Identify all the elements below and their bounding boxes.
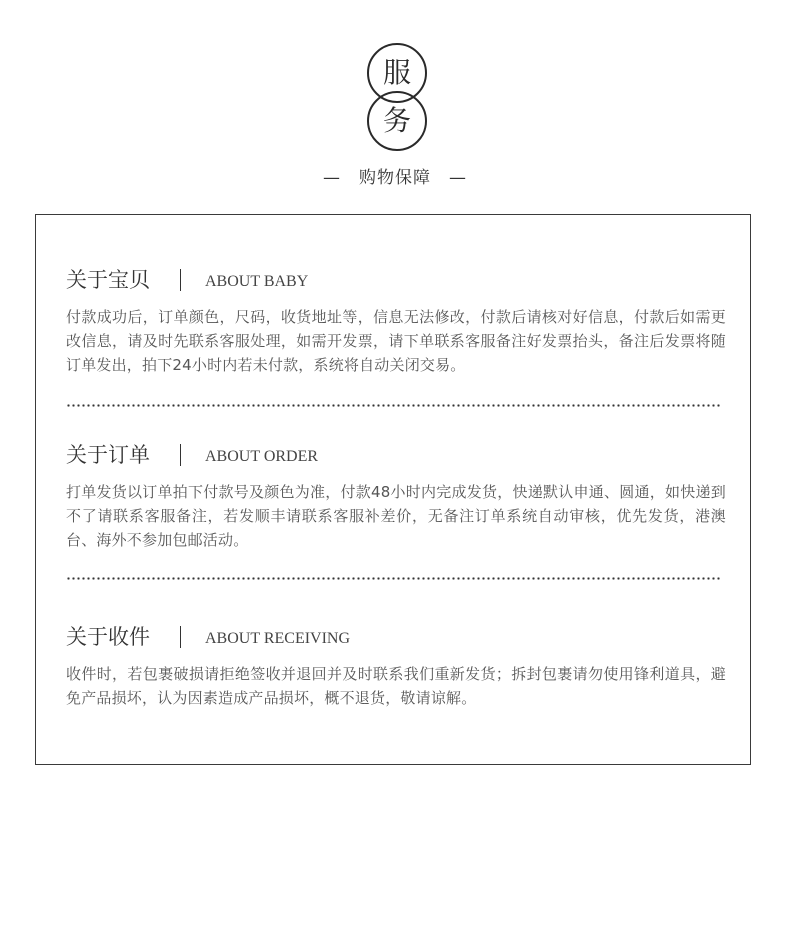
section-about-order <box>66 436 726 552</box>
page-subtitle <box>0 163 790 188</box>
section-title: 关于宝贝 <box>66 268 150 292</box>
dotted-separator <box>66 404 720 407</box>
section-divider <box>180 269 181 291</box>
info-panel <box>35 214 751 765</box>
section-about-baby <box>66 261 726 377</box>
section-body: 收件时，若包裹破损请拒绝签收并退回并及时联系我们重新发货；拆封包裹请勿使用锋利道具，避免产品损坏，认为因素造成产品损坏，概不退货，敬请谅解。 <box>66 665 726 707</box>
section-body: 打单发货以订单拍下付款号及颜色为准，付款48小时内完成发货，快递默认申通、圆通，如快递到不了请联系客服备注，若发顺丰请联系客服补差价，无备注订单系统自动审核，优先发货，港澳台、海外不参加包邮活动。 <box>66 483 726 549</box>
service-badge-bottom: 务 <box>367 91 427 151</box>
section-header <box>66 618 726 648</box>
dotted-separator <box>66 577 720 580</box>
service-badge-top: 服 <box>367 43 427 103</box>
subtitle-dash-left: — <box>323 168 341 188</box>
section-about-receiving <box>66 618 726 710</box>
subtitle-text: 购物保障 <box>359 168 431 188</box>
section-body: 付款成功后，订单颜色，尺码，收货地址等，信息无法修改，付款后请核对好信息，付款后如需更改信息，请及时先联系客服处理，如需开发票，请下单联系客服备注好发票抬头，备注后发票将随订单发出，拍下24小时内若未付款，系统将自动关闭交易。 <box>66 308 726 374</box>
section-title: 关于订单 <box>66 443 150 467</box>
section-header <box>66 261 726 291</box>
section-divider <box>180 444 181 466</box>
section-header <box>66 436 726 466</box>
section-title-en: ABOUT BABY <box>205 273 309 290</box>
subtitle-dash-right: — <box>449 168 467 188</box>
section-title-en: ABOUT RECEIVING <box>205 630 351 647</box>
section-title-en: ABOUT ORDER <box>205 448 319 465</box>
section-title: 关于收件 <box>66 625 150 649</box>
section-divider <box>180 626 181 648</box>
